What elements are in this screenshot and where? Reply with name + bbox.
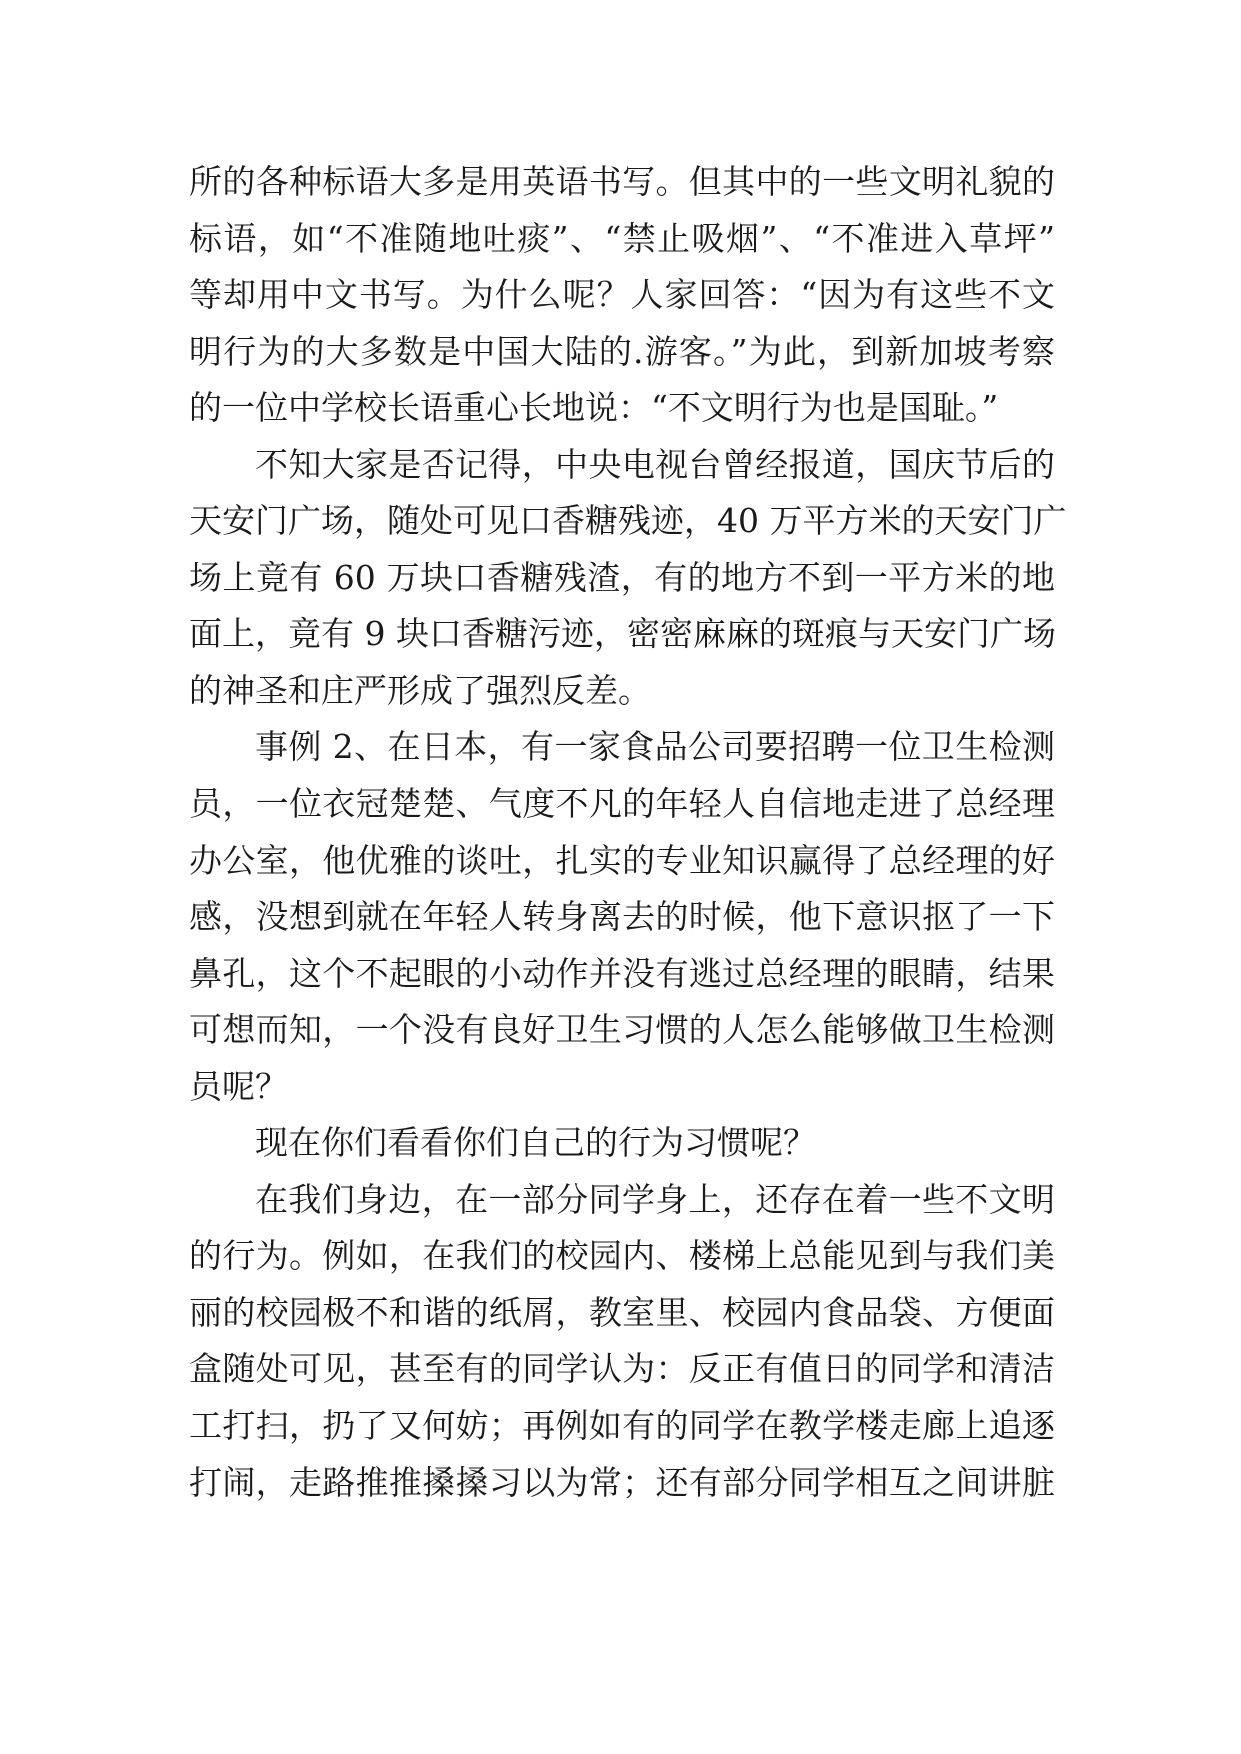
text-line: 天安门广场，随处可见口香糖残迹，40 万平方米的天安门广 [189, 501, 1067, 541]
text-line: 鼻孔，这个不起眼的小动作并没有逃过总经理的眼睛，结果 [189, 953, 1055, 993]
text-line: 场上竟有 60 万块口香糖残渣，有的地方不到一平方米的地 [189, 557, 1055, 597]
text-line: 的神圣和庄严形成了强烈反差。 [189, 670, 651, 710]
text-line: 等却用中文书写。为什么呢？人家回答：“因为有这些不文 [189, 275, 1055, 315]
text-line: 盒随处可见，甚至有的同学认为：反正有值日的同学和清洁 [189, 1349, 1055, 1389]
text-line: 丽的校园极不和谐的纸屑，教室里、校园内食品袋、方便面 [189, 1292, 1055, 1332]
body-text [189, 154, 1067, 1511]
text-line: 现在你们看看你们自己的行为习惯呢？ [255, 1123, 816, 1163]
text-line: 事例 2、在日本，有一家食品公司要招聘一位卫生检测 [255, 727, 1055, 767]
text-line: 不知大家是否记得，中央电视台曾经报道，国庆节后的 [255, 444, 1055, 484]
text-line: 感，没想到就在年轻人转身离去的时候，他下意识抠了一下 [189, 897, 1055, 937]
text-line: 的行为。例如，在我们的校园内、楼梯上总能见到与我们美 [189, 1236, 1055, 1276]
text-line: 所的各种标语大多是用英语书写。但其中的一些文明礼貌的 [189, 162, 1055, 201]
text-line: 明行为的大多数是中国大陆的.游客。”为此，到新加坡考察 [189, 331, 1055, 371]
text-line: 在我们身边，在一部分同学身上，还存在着一些不文明 [255, 1179, 1055, 1219]
text-line: 办公室，他优雅的谈吐，扎实的专业知识赢得了总经理的好 [189, 840, 1055, 880]
text-line: 面上，竟有 9 块口香糖污迹，密密麻麻的斑痕与天安门广场 [189, 614, 1056, 654]
text-line: 工打扫，扔了又何妨；再例如有的同学在教学楼走廊上追逐 [189, 1406, 1055, 1446]
text-line: 标语，如“不准随地吐痰”、“禁止吸烟”、“不准进入草坪” [189, 218, 1055, 258]
text-line: 员呢？ [189, 1066, 288, 1106]
text-line: 可想而知，一个没有良好卫生习惯的人怎么能够做卫生检测 [189, 1010, 1055, 1050]
text-line: 打闹，走路推推搡搡习以为常；还有部分同学相互之间讲脏 [189, 1462, 1055, 1502]
text-line: 的一位中学校长语重心长地说：“不文明行为也是国耻。” [189, 388, 999, 428]
text-line: 员，一位衣冠楚楚、气度不凡的年轻人自信地走进了总经理 [189, 784, 1055, 824]
